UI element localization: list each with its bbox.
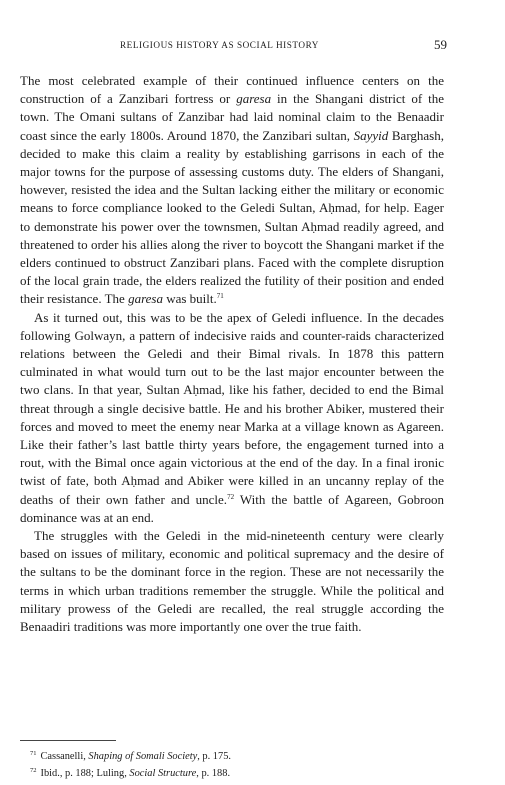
text-run: As it turned out, this was to be the apex of Geledi influence. In the decades following Golwayn, a pattern of indecisive raids and counter-raids characterized relations between the Geledi and their Bimal rivals. In 1878 this pattern culminated in what would turn out to be the last major encounter between the two clans. In that year, Sultan Aḥmad, like his father, decided to end the Bimal threat through a single decisive battle. He and his brother Abiker, mustered their forces and moved to meet the enemy near Marka at a village known as Agareen. Like their father’s last battle thirty years before, the engagement turned into a rout, with the Bimal once again victorious at the end of the day. In a final ironic twist of fate, both Aḥmad and Abiker were killed in an uncanny replay of the deaths of their own father and uncle.	[20, 309, 444, 507]
footnote-reference: 71	[216, 292, 224, 301]
text-run: was built.	[162, 291, 217, 307]
italic-text: garesa	[128, 291, 163, 307]
paragraph	[20, 527, 444, 636]
text-run: The most celebrated example of their continued influence centers on the construction of a Zanzibari fortress or	[20, 73, 444, 107]
footnote-number: 72	[30, 766, 37, 774]
text-run: , p. 175.	[197, 751, 231, 762]
footnotes	[20, 740, 444, 780]
text-run: Ibid., p. 188; Luling,	[40, 767, 130, 779]
text-run: Barghash, decided to make this claim a reality by establishing garrisons in each of the major towns for the purpose of assessing customs duty. The elders of Shangani, however, resisted the idea and the Sultan lacking either the military or economic means to force compliance looked to the Geledi Sultan, Aḥmad, for help. Eager to demonstrate his power over the townsmen, Sultan Aḥmad readily agreed, and threatened to order his allies along the river to boycott the Shangani market if the elders continued to obstruct Zanzibari plans. Faced with the complete disruption of the local grain trade, the elders realized the futility of their position and ended their resistance. The	[20, 127, 444, 307]
running-head	[0, 38, 505, 54]
italic-text: garesa	[236, 91, 272, 107]
text-run: The struggles with the Geledi in the mid-nineteenth century were clearly based on issues of military, economic and political supremacy and the desire of the sultans to be the dominant force in the region. These are not necessarily the terms in which urban traditions remember the struggle. While the political and military prowess of the Geledi are recalled, the real struggle according the Benaadiri traditions was more importantly one over the true faith.	[20, 528, 444, 635]
paragraph	[20, 309, 444, 527]
italic-text: Shaping of Somali Society	[88, 751, 198, 762]
page-number: 59	[434, 37, 447, 52]
footnote-number: 71	[30, 750, 37, 757]
text-run: With the battle of Agareen, Gobroon dominance was at an end.	[20, 491, 444, 525]
text-run: in the Shangani district of the town. The Omani sultans of Zanzibar had laid nominal claim to the Benaadir coast since the early 1800s. Around 1870, the Zanzibari sultan,	[20, 91, 444, 143]
italic-text: Sayyid	[353, 127, 389, 143]
footnote	[20, 764, 444, 781]
footnote-reference: 72	[227, 492, 235, 501]
footnote-rule	[20, 740, 116, 741]
text-run: Cassanelli,	[40, 751, 89, 762]
running-title: RELIGIOUS HISTORY AS SOCIAL HISTORY	[120, 40, 319, 50]
paragraph	[20, 72, 444, 309]
footnote	[20, 747, 444, 764]
italic-text: Social Structure	[129, 767, 197, 779]
text-run: , p. 188.	[196, 767, 231, 779]
body-text	[20, 72, 444, 636]
